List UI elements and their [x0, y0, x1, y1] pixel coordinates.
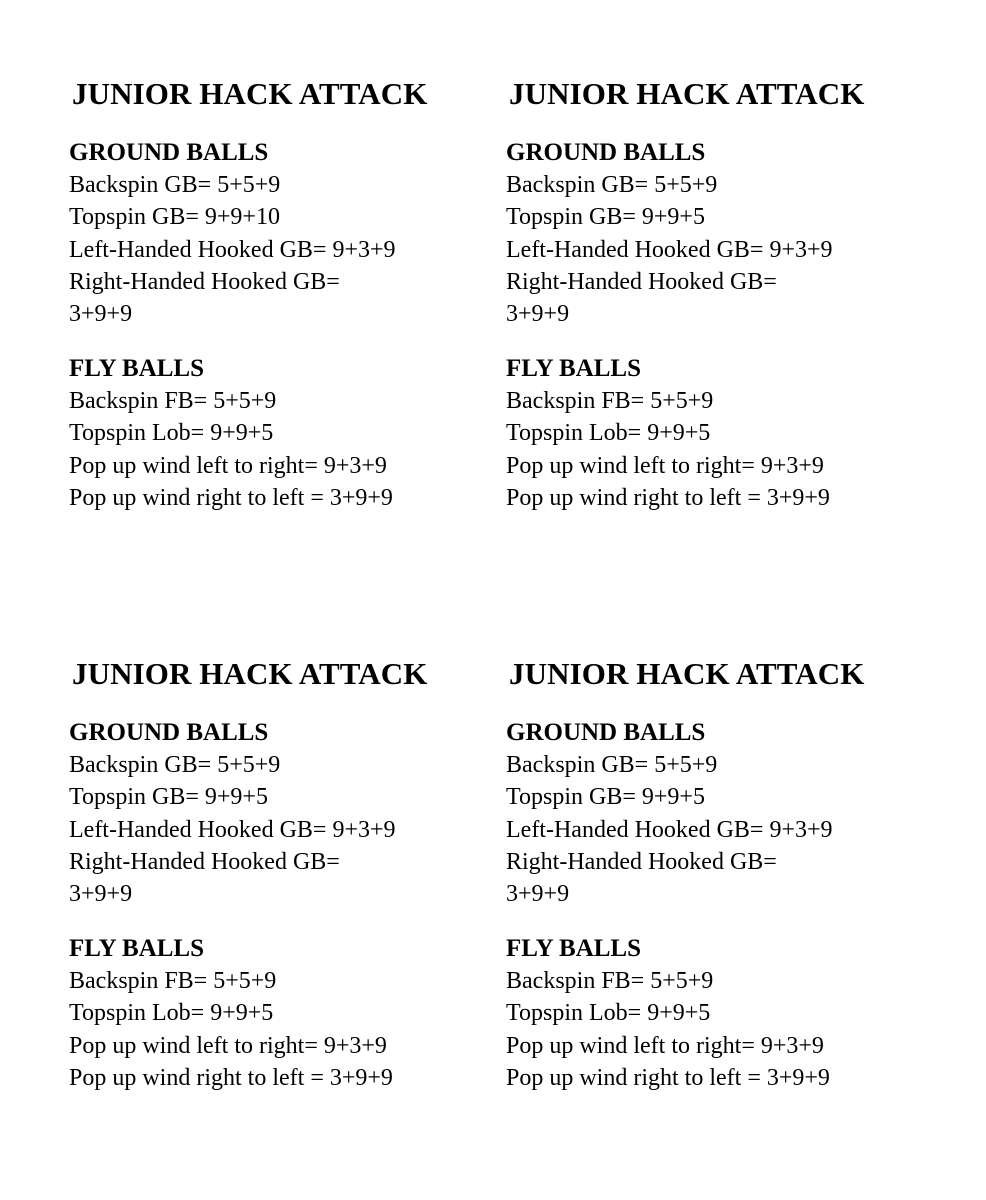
list-item: Backspin FB= 5+5+9 [69, 968, 277, 994]
ground-balls-section [69, 137, 489, 330]
ground-balls-heading: GROUND BALLS [506, 139, 706, 166]
list-item: Topspin GB= 9+9+5 [506, 784, 705, 811]
list-item: Pop up wind right to left = 3+9+9 [506, 1064, 830, 1091]
fly-balls-list [506, 385, 926, 514]
fly-balls-section [69, 933, 489, 1094]
fly-balls-heading: FLY BALLS [69, 355, 205, 382]
list-item: Topspin Lob= 9+9+5 [506, 1000, 711, 1027]
list-item: Backspin FB= 5+5+9 [506, 968, 714, 994]
card-title: JUNIOR HACK ATTACK [509, 656, 865, 691]
ground-balls-list [506, 169, 926, 330]
list-item: Right-Handed Hooked GB= [506, 848, 777, 875]
list-item: Topspin Lob= 9+9+5 [69, 1000, 274, 1027]
fly-balls-list [506, 965, 926, 1094]
ground-balls-heading: GROUND BALLS [506, 719, 706, 746]
ground-balls-list [506, 749, 926, 910]
ground-balls-heading: GROUND BALLS [69, 719, 269, 746]
fly-balls-section [69, 353, 489, 514]
fly-balls-heading: FLY BALLS [506, 935, 642, 962]
ground-balls-section [69, 717, 489, 910]
list-item: Left-Handed Hooked GB= 9+3+9 [506, 816, 833, 843]
list-item: Topspin GB= 9+9+10 [69, 204, 280, 231]
list-item: Pop up wind right to left = 3+9+9 [506, 484, 830, 511]
card-title: JUNIOR HACK ATTACK [72, 76, 428, 111]
ground-balls-heading: GROUND BALLS [69, 139, 269, 166]
fly-balls-list [69, 965, 489, 1094]
list-item: 3+9+9 [506, 881, 570, 908]
list-item: Left-Handed Hooked GB= 9+3+9 [506, 236, 833, 263]
list-item: Pop up wind left to right= 9+3+9 [506, 452, 824, 479]
card-title: JUNIOR HACK ATTACK [72, 656, 428, 691]
ground-balls-list [69, 169, 489, 330]
ground-balls-section [506, 137, 926, 330]
list-item: Pop up wind left to right= 9+3+9 [69, 1032, 387, 1059]
fly-balls-section [506, 933, 926, 1094]
list-item: Left-Handed Hooked GB= 9+3+9 [69, 816, 396, 843]
list-item: 3+9+9 [506, 301, 570, 328]
list-item: Backspin FB= 5+5+9 [69, 388, 277, 414]
list-item: Topspin GB= 9+9+5 [506, 204, 705, 231]
fly-balls-list [69, 385, 489, 514]
fly-balls-section [506, 353, 926, 514]
list-item: Left-Handed Hooked GB= 9+3+9 [69, 236, 396, 263]
list-item: Right-Handed Hooked GB= [69, 848, 340, 875]
list-item: Topspin Lob= 9+9+5 [69, 420, 274, 447]
list-item: Topspin Lob= 9+9+5 [506, 420, 711, 447]
list-item: Backspin GB= 5+5+9 [69, 172, 281, 198]
list-item: 3+9+9 [69, 881, 133, 908]
fly-balls-heading: FLY BALLS [69, 935, 205, 962]
list-item: Pop up wind left to right= 9+3+9 [69, 452, 387, 479]
ground-balls-section [506, 717, 926, 910]
list-item: Pop up wind left to right= 9+3+9 [506, 1032, 824, 1059]
fly-balls-heading: FLY BALLS [506, 355, 642, 382]
list-item: Backspin GB= 5+5+9 [69, 752, 281, 778]
list-item: 3+9+9 [69, 301, 133, 328]
list-item: Right-Handed Hooked GB= [506, 268, 777, 295]
list-item: Topspin GB= 9+9+5 [69, 784, 268, 811]
list-item: Backspin GB= 5+5+9 [506, 172, 718, 198]
list-item: Right-Handed Hooked GB= [69, 268, 340, 295]
card-title: JUNIOR HACK ATTACK [509, 76, 865, 111]
list-item: Pop up wind right to left = 3+9+9 [69, 1064, 393, 1091]
list-item: Pop up wind right to left = 3+9+9 [69, 484, 393, 511]
ground-balls-list [69, 749, 489, 910]
list-item: Backspin FB= 5+5+9 [506, 388, 714, 414]
list-item: Backspin GB= 5+5+9 [506, 752, 718, 778]
